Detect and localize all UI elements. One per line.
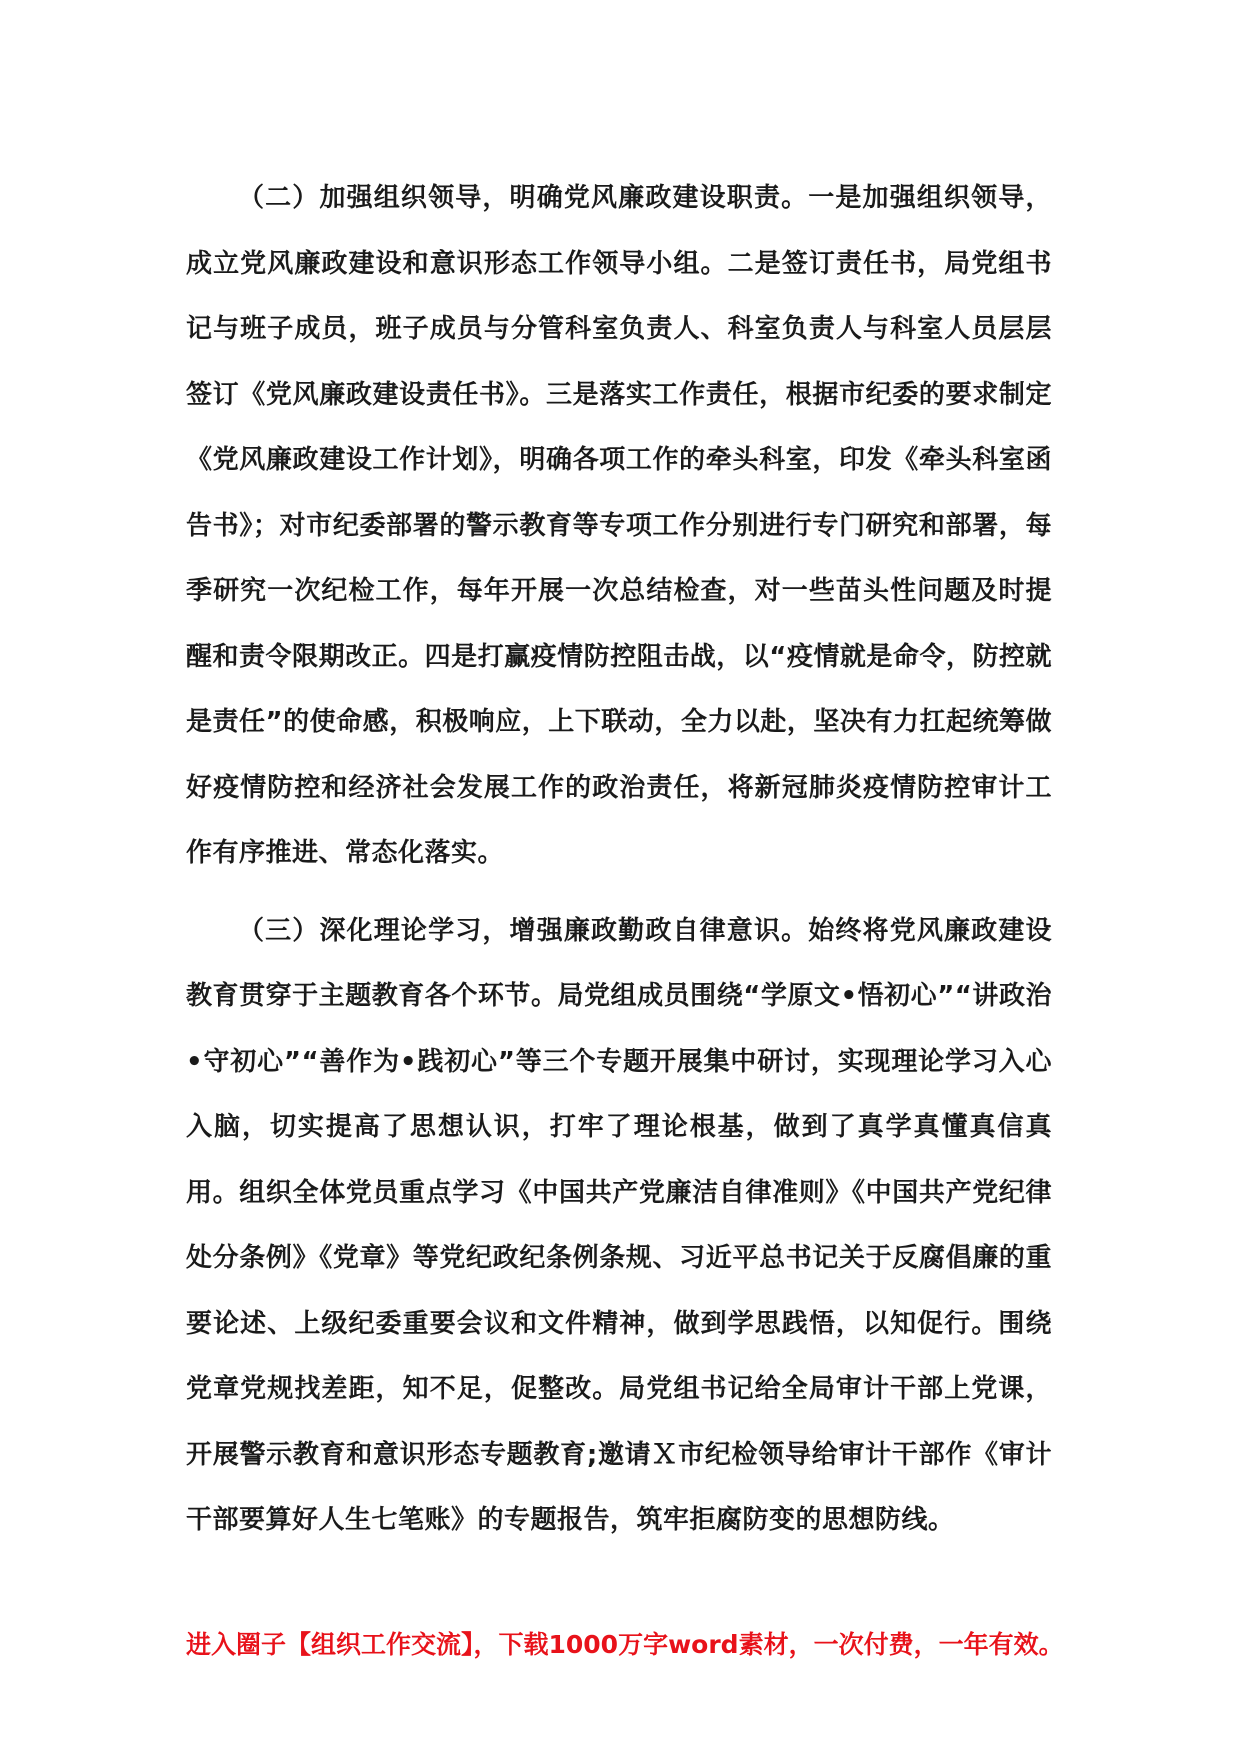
paragraph-organization-leadership: （二）加强组织领导，明确党风廉政建设职责。一是加强组织领导，成立党风廉政建设和意识形态工作领导小组。二是签订责任书，局党组书记与班子成员，班子成员与分管科室负责人、科室负责人与科室人员层层签订《党风廉政建设责任书》。三是落实工作责任，根据市纪委的要求制定《党风廉政建设工作计划》，明确各项工作的牵头科室，印发《牵头科室函告书》；对市纪委部署的警示教育等专项工作分别进行专门研究和部署，每季研究一次纪检工作，每年开展一次总结检查，对一些苗头性问题及时提醒和责令限期改正。四是打赢疫情防控阻击战，以“疫情就是命令，防控就是责任”的使命感，积极响应，上下联动，全力以赴，坚决有力扛起统筹做好疫情防控和经济社会发展工作的政治责任，将新冠肺炎疫情防控审计工作有序推进、常态化落实。 [186,183,1052,868]
paragraph-theory-study: （三）深化理论学习，增强廉政勤政自律意识。始终将党风廉政建设教育贯穿于主题教育各个环节。局党组成员围绕“学原文•悟初心”“讲政治•守初心”“善作为•践初心”等三个专题开展集中研讨，实现理论学习入心入脑，切实提高了思想认识，打牢了理论根基，做到了真学真懂真信真用。组织全体党员重点学习《中国共产党廉洁自律准则》《中国共产党纪律处分条例》《党章》等党纪政纪条例条规、习近平总书记关于反腐倡廉的重要论述、上级纪委重要会议和文件精神，做到学思践悟，以知促行。围绕党章党规找差距，知不足，促整改。局党组书记给全局审计干部上党课，开展警示教育和意识形态专题教育;邀请Ｘ市纪检领导给审计干部作《审计干部要算好人生七笔账》的专题报告，筑牢拒腐防变的思想防线。 [186,915,1052,1535]
footer-promo-text: 进入圈子【组织工作交流】，下载1000万字word素材，一次付费，一年有效。 [186,1630,1064,1659]
document-body [186,166,1052,1554]
